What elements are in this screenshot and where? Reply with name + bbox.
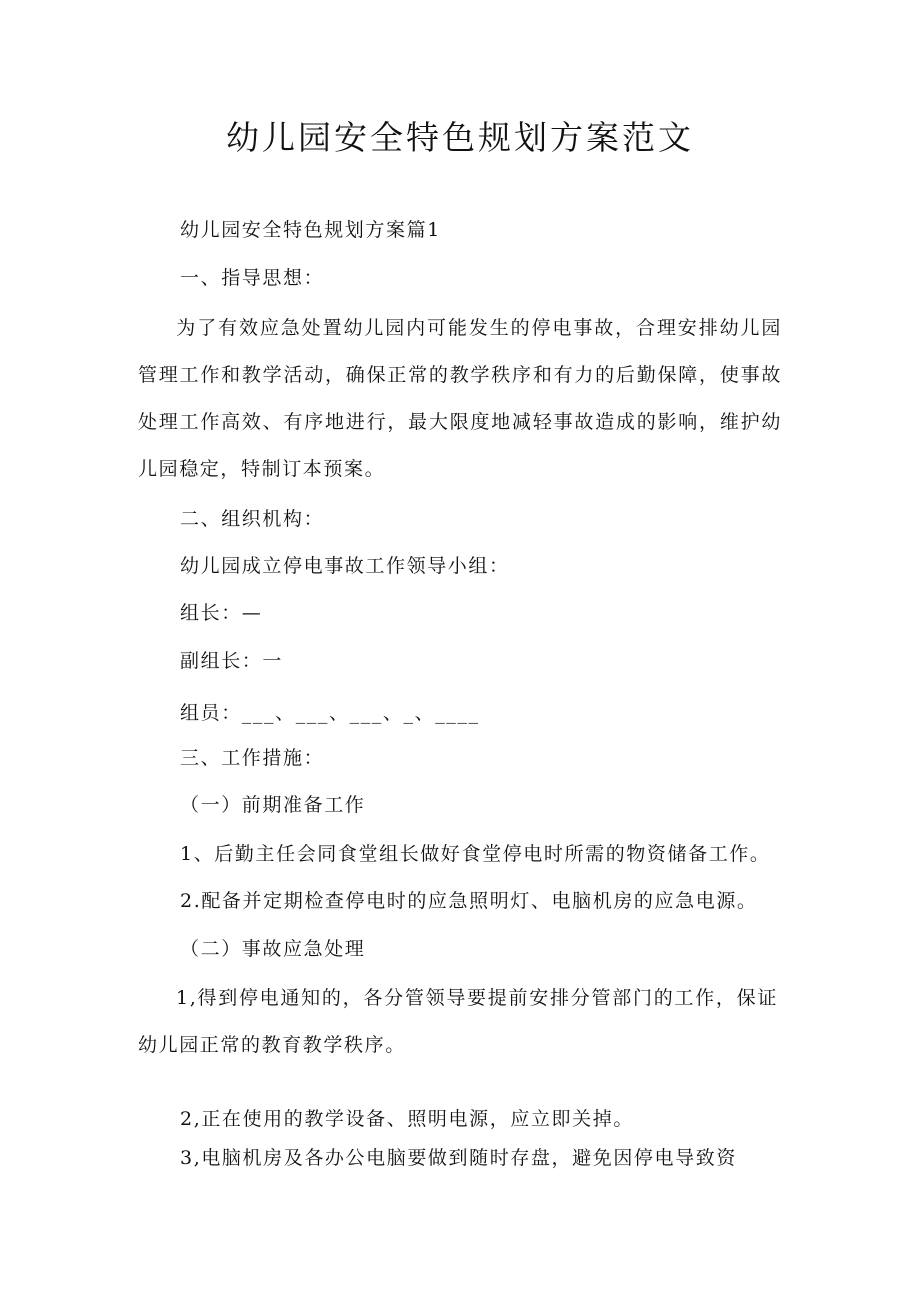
section-1-paragraph-text: 为了有效应急处置幼儿园内可能发生的停电事故，合理安排幼儿园管理工作和教学活动，确保正常的教学秩序和有力的后勤保障，使事故处理工作高效、有序地进行，最大限度地减轻事故造成的影响，维护幼儿园稳定，特制订本预案。 — [138, 317, 782, 480]
item-1-2: 2.配备并定期检查停电时的应急照明灯、电脑机房的应急电源。 — [180, 890, 758, 912]
subsection-2-heading: （二）事故应急处理 — [180, 938, 366, 960]
item-2-3: 3,电脑机房及各办公电脑要做到随时存盘，避免因停电导致资 — [180, 1147, 737, 1169]
leader-line: 组长：— — [180, 602, 263, 624]
item-2-1-text: 1,得到停电通知的，各分管领导要提前安排分管部门的工作，保证幼儿园正常的教育教学秩序。 — [138, 987, 778, 1056]
members-line: 组员：___、___、___、_、____ — [180, 702, 480, 724]
item-1-1: 1、后勤主任会同食堂组长做好食堂停电时所需的物资储备工作。 — [180, 843, 771, 865]
section-3-heading: 三、工作措施： — [180, 747, 325, 769]
section-2-heading: 二、组织机构： — [180, 508, 325, 530]
section-1-paragraph — [138, 305, 782, 493]
section-1-heading: 一、指导思想： — [180, 267, 325, 289]
deputy-leader-line: 副组长：一 — [180, 650, 284, 672]
document-subtitle: 幼儿园安全特色规划方案篇1 — [180, 219, 441, 241]
document-title: 幼儿园安全特色规划方案范文 — [226, 118, 694, 157]
item-2-1 — [138, 975, 778, 1069]
item-2-2: 2,正在使用的教学设备、照明电源，应立即关掉。 — [180, 1108, 634, 1130]
section-2-intro: 幼儿园成立停电事故工作领导小组： — [180, 555, 510, 577]
subsection-1-heading: （一）前期准备工作 — [180, 794, 366, 816]
